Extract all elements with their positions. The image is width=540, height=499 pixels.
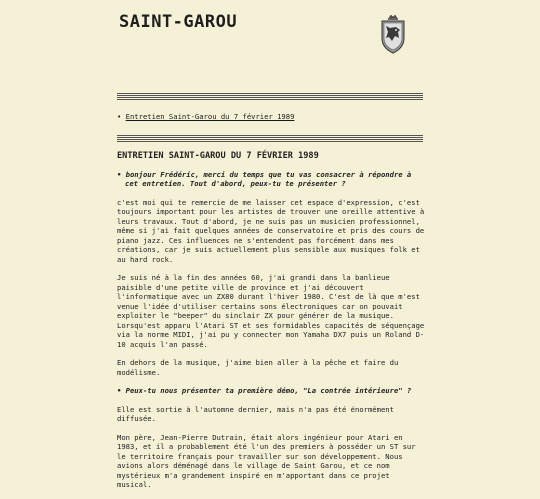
interview-answer: Mon père, Jean-Pierre Dutrain, était alors ingénieur pour Atari en 1983, et il a probablement été l'un des premiers à posséder un ST sur le territoire français pour travailler sur son développement. Nous avions alors déménagé dans le village de Saint Garou, et ce nom mystérieux m'a grandement inspiré en m'apportant dans ce projet musical. [117, 432, 416, 489]
decorative-rule [117, 93, 423, 100]
interview-answer: c'est moi qui te remercie de me laisser cet espace d'expression, c'est toujours important pour les artistes de trouver une oreille attentive à leurs travaux. Tout d'abord, je ne suis pas un musicien professionnel, même si j'ai fait quelques années de conservatoire et pris des cours de piano jazz. Ces influences ne s'entendent pas forcément dans mes créations, car je suis actuellement plus sensible aux musiques folk et au hard rock. [117, 197, 425, 264]
toc-bullet: • [117, 112, 122, 121]
interview-answer: Je suis né à la fin des années 60, j'ai grandi dans la banlieue paisible d'une petite ville de province et j'ai découvert l'informatique avec un ZX80 durant l'hiver 1980. C'est de là que m'est venue l'idée d'utiliser certains sons électroniques car on pouvait exploiter le "beeper" du sinclair ZX pour générer de la musique. Lorsqu'est apparu l'Atari ST et ses formidables capacités de séquençage via la norme MIDI, j'ai pu y connecter mon Yamaha DX7 puis un Roland D-10 acquis l'an passé. [117, 273, 425, 349]
toc-link-interview[interactable]: Entretien Saint-Garou du 7 février 1989 [125, 112, 295, 121]
interview-question: • Peux-tu nous présenter ta première démo, "La contrée intérieure" ? [117, 386, 412, 395]
site-title: SAINT-GAROU [119, 12, 238, 32]
interview-question: • bonjour Frédéric, merci du temps que tu vas consacrer à répondre à cet entretien. Tout d'abord, peux-tu te présenter ? [117, 169, 412, 188]
article-content [117, 152, 425, 499]
table-of-contents [117, 112, 294, 121]
heraldic-shield-icon [380, 14, 406, 54]
article-title: ENTRETIEN SAINT-GAROU DU 7 FÉVRIER 1989 [117, 151, 319, 161]
decorative-rule [117, 135, 423, 142]
interview-answer: En dehors de la musique, j'aime bien aller à la pêche et faire du modélisme. [117, 358, 399, 377]
interview-answer: Elle est sortie à l'automne dernier, mais n'a pas été énormément diffusée. [117, 404, 394, 423]
